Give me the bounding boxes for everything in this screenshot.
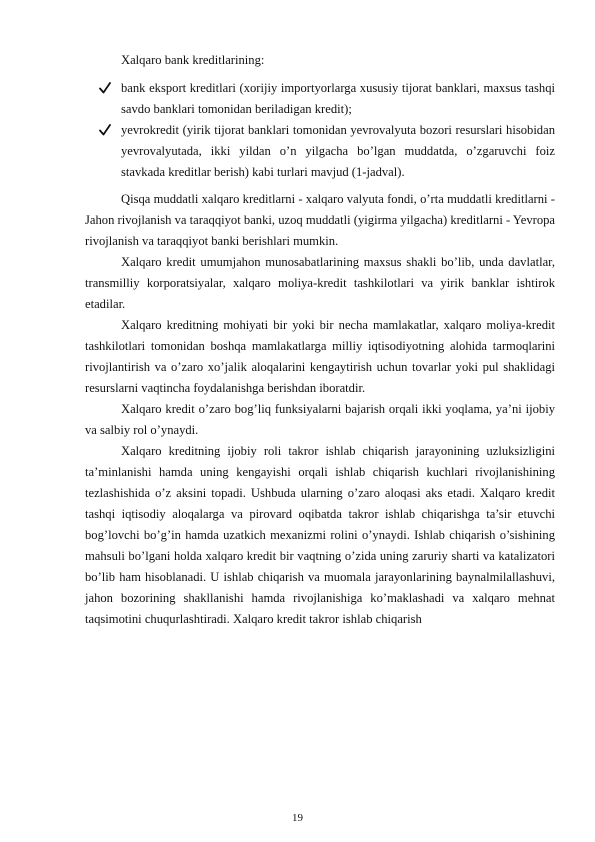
list-item-text: bank eksport kreditlari (xorijiy importyorlarga xususiy tijorat banklari, maxsus tashqi savdo banklari tomonidan beriladigan kredit); xyxy=(121,81,555,116)
list-item xyxy=(85,78,555,120)
paragraph: Xalqaro kreditning mohiyati bir yoki bir necha mamlakatlar, xalqaro moliya-kredit tashkilotlari tomonidan boshqa mamlakatlarga milliy iqtisodiyotning alohida tarmoqlarini rivojlantirish va o’zaro xo’jalik aloqalarini kengaytirish uchun tovarlar yoki pul shaklidagi resurslarni vaqtincha foydalanishga berishdan iboratdir. xyxy=(85,318,555,395)
paragraph: Xalqaro kredit o’zaro bog’liq funksiyalarni bajarish orqali ikki yoqlama, ya’ni ijobiy va salbiy rol o’ynaydi. xyxy=(85,402,555,437)
credit-types-list xyxy=(85,78,555,183)
section-heading: Xalqaro bank kreditlarining: xyxy=(121,53,265,67)
check-mark-icon xyxy=(99,81,111,95)
page-number: 19 xyxy=(292,812,303,824)
paragraph: Xalqaro kreditning ijobiy roli takror ishlab chiqarish jarayonining uzluksizligini ta’minlanishi hamda uning kengayishi orqali ishlab chiqarish kuchlari rivojlanishining tezlashishida o’z aksini topadi. Ushbuda ularning o’zaro aloqasi aks etadi. Xalqaro kredit tashqi iqtisodiy aloqalarga va pirovard oqibatda takror ishlab chiqarishga ta’sir etuvchi bog’lovchi bo’g’in hamda uzatkich mexanizmi rolini o’ynaydi. Ishlab chiqarish o’sishining mahsuli bo’lgani holda xalqaro kredit bir vaqtning o’zida uning zaruriy sharti va katalizatori bo’lib ham hisoblanadi. U ishlab chiqarish va muomala jarayonlarining baynalmilallashuvi, jahon bozorining shakllanishi hamda rivojlanishiga ko’maklashadi va xalqaro mehnat taqsimotini chuqurlashtiradi. Xalqaro kredit takror ishlab chiqarish xyxy=(85,444,555,626)
check-mark-icon xyxy=(99,123,111,137)
list-item xyxy=(85,120,555,183)
text-column xyxy=(85,50,555,630)
paragraph: Xalqaro kredit umumjahon munosabatlarining maxsus shakli bo’lib, unda davlatlar, transmilliy korporatsiyalar, xalqaro moliya-kredit tashkilotlari va yirik banklar ishtirok etadilar. xyxy=(85,255,555,311)
list-item-text: yevrokredit (yirik tijorat banklari tomonidan yevrovalyuta bozori resurslari hisobidan yevrovalyutada, ikki yildan o’n yilgacha bo’lgan muddatda, o’zgaruvchi foiz stavkada kreditlar berish) kabi turlari mavjud (1-jadval). xyxy=(121,123,555,179)
paragraph: Qisqa muddatli xalqaro kreditlarni - xalqaro valyuta fondi, o’rta muddatli kreditlarni - Jahon rivojlanish va taraqqiyot banki, uzoq muddatli (yigirma yilgacha) kreditlarni - Yevropa rivojlanish va taraqqiyot banki berishlari mumkin. xyxy=(85,192,555,248)
